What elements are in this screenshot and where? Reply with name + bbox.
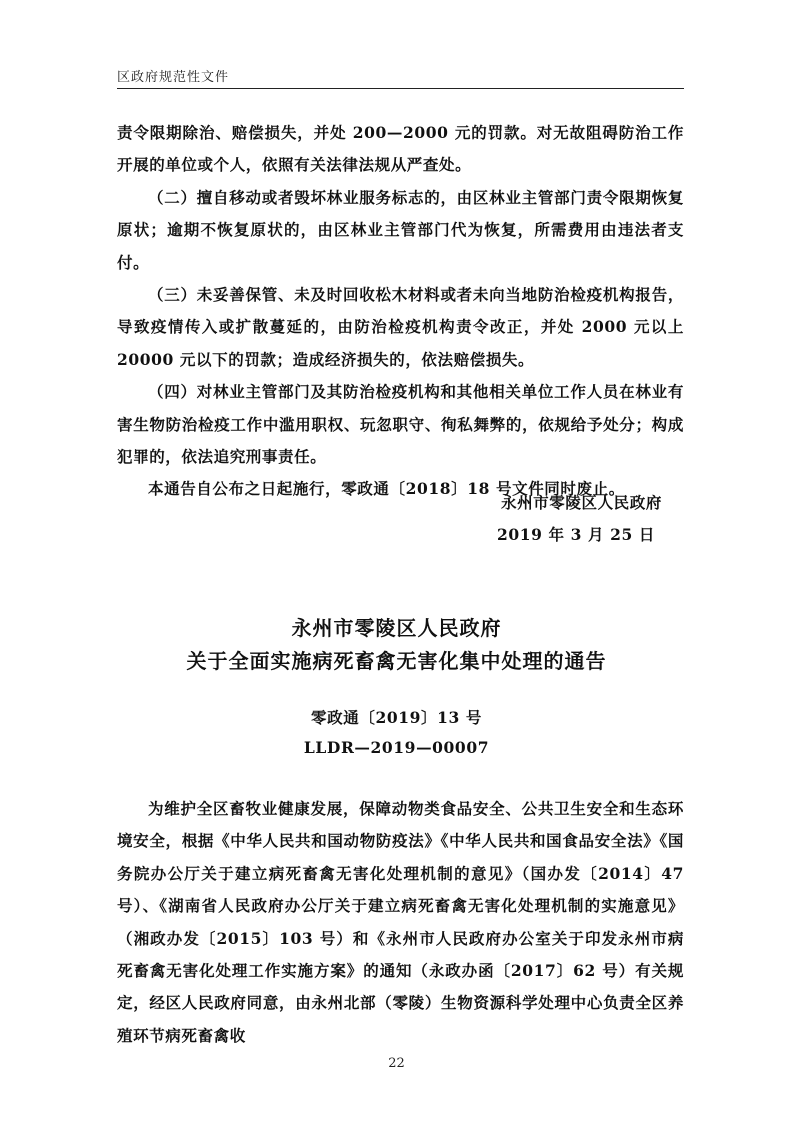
page-number: 22 <box>388 1056 405 1071</box>
header-divider <box>117 88 684 89</box>
paragraph-clause-2: （二）擅自移动或者毁坏林业服务标志的，由区林业主管部门责令限期恢复原状；逾期不恢复原状的，由区林业主管部门代为恢复，所需费用由违法者支付。 <box>117 187 684 272</box>
document-number: 零政通〔2019〕13 号 <box>311 708 482 727</box>
paragraph-clause-3: （三）未妥善保管、未及时回收松木材料或者未向当地防治检疫机构报告，导致疫情传入或扩散蔓延的，由防治检疫机构责令改正，并处 2000 元以上 20000 元以下的罚款；造成经济损失的，依法赔偿损失。 <box>117 285 684 369</box>
register-code: LLDR—2019—00007 <box>303 738 490 757</box>
notice-body <box>117 793 684 1052</box>
notice-title-line-1: 永州市零陵区人民政府 <box>291 616 502 640</box>
previous-notice-body <box>117 117 684 506</box>
paragraph-clause-4: （四）对林业主管部门及其防治检疫机构和其他相关单位工作人员在林业有害生物防治检疫工作中滥用职权、玩忽职守、徇私舞弊的，依规给予处分；构成犯罪的，依法追究刑事责任。 <box>117 382 684 467</box>
issuer-signature: 永州市零陵区人民政府 <box>500 493 662 512</box>
issue-date: 2019 年 3 月 25 日 <box>497 525 655 544</box>
notice-title-line-2: 关于全面实施病死畜禽无害化集中处理的通告 <box>186 649 607 673</box>
paragraph-continuation: 责令限期除治、赔偿损失，并处 200—2000 元的罚款。对无故阻碍防治工作开展的单位或个人，依照有关法律法规从严查处。 <box>117 123 684 175</box>
paragraph-effective-date: 本通告自公布之日起施行，零政通〔2018〕18 号文件同时废止。 <box>148 479 625 499</box>
running-header: 区政府规范性文件 <box>117 70 230 85</box>
paragraph-preamble: 为维护全区畜牧业健康发展，保障动物类食品安全、公共卫生安全和生态环境安全，根据《中华人民共和国动物防疫法》《中华人民共和国食品安全法》《国务院办公厅关于建立病死畜禽无害化处理机制的意见》（国办发〔2014〕47 号）、《湖南省人民政府办公厅关于建立病死畜禽无害化处理机制的实施意见》（湘政办发〔2015〕103 号）和《永州市人民政府办公室关于印发永州市病死畜禽无害化处理工作实施方案》的通知（永政办函〔2017〕62 号）有关规定，经区人民政府同意，由永州北部（零陵）生物资源科学处理中心负责全区养殖环节病死畜禽收 <box>117 799 684 1045</box>
